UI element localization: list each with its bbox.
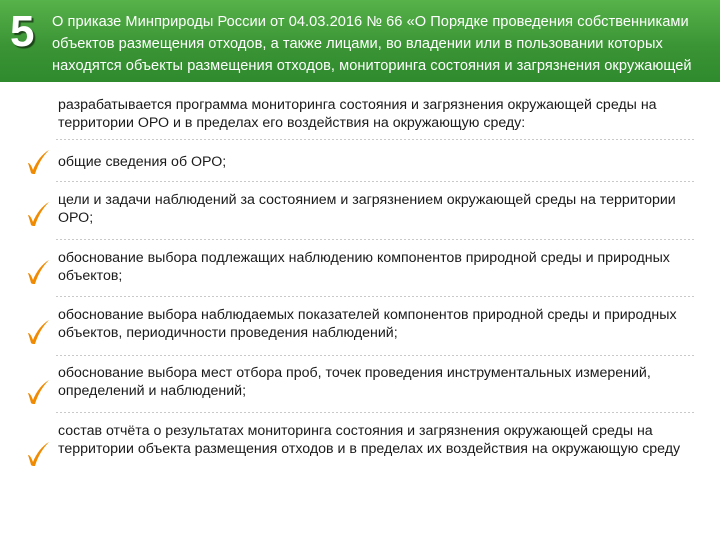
separator <box>56 139 696 140</box>
list-item-text: цели и задачи наблюдений за состоянием и загрязнением окружающей среды на территории ОРО; <box>58 192 676 226</box>
slide-header <box>0 0 720 82</box>
slide-title: О приказе Минприроды России от 04.03.2016 № 66 «О Порядке проведения собственниками объектов размещения отходов, а также лицами, во владении или в пользовании которых находятся объекты размещения отходов, мониторинга состояния и загрязнения окружающей <box>52 14 692 74</box>
list-item-text: состав отчёта о результатах мониторинга состояния и загрязнения окружающей среды на территории объекта размещения отходов и в пределах их воздействия на окружающую среду <box>58 423 681 457</box>
checkmark-icon <box>24 258 52 286</box>
separator <box>56 181 696 182</box>
checkmark-icon <box>24 318 52 346</box>
checkmark-icon <box>24 148 52 176</box>
separator <box>56 355 696 356</box>
list-item-text: обоснование выбора наблюдаемых показателей компонентов природной среды и природных объектов, периодичности проведения наблюдений; <box>58 307 677 341</box>
checkmark-icon <box>24 378 52 406</box>
intro-text: разрабатывается программа мониторинга состояния и загрязнения окружающей среды на территории ОРО и в пределах его воздействия на окружающую среду: <box>58 97 657 131</box>
separator <box>56 296 696 297</box>
list-item-text: обоснование выбора подлежащих наблюдению компонентов природной среды и природных объектов; <box>58 250 670 284</box>
list-item-text: общие сведения об ОРО; <box>58 154 227 170</box>
separator <box>56 412 696 413</box>
checkmark-icon <box>24 200 52 228</box>
slide-number: 5 <box>10 7 35 56</box>
separator <box>56 239 696 240</box>
list-item-text: обоснование выбора мест отбора проб, точек проведения инструментальных измерений, определений и наблюдений; <box>58 365 651 399</box>
checkmark-icon <box>24 440 52 468</box>
